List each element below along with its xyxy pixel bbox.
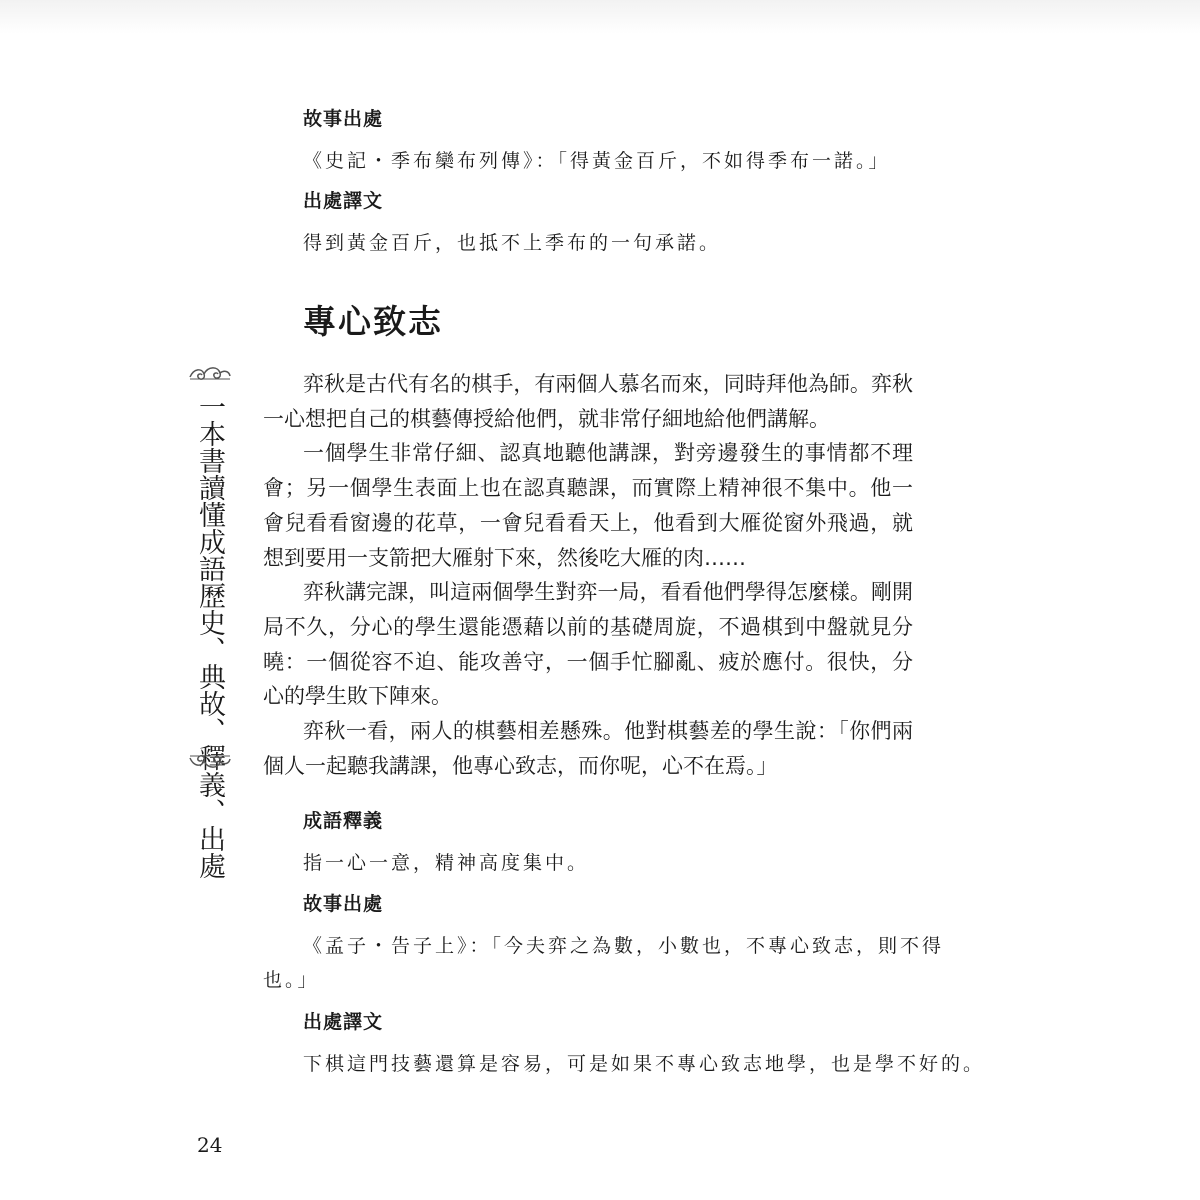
- source-heading: 故事出處: [303, 893, 384, 915]
- translation-text: 下棋這門技藝還算是容易，可是如果不專心致志地學，也是學不好的。: [303, 1053, 986, 1075]
- translation-text-top: 得到黃金百斤，也抵不上季布的一句承諾。: [303, 232, 722, 254]
- source-text-line-2: 也。」: [263, 969, 320, 991]
- idiom-title: 專心致志: [303, 302, 443, 341]
- page-top-shadow: [0, 0, 1200, 34]
- translation-heading-top: 出處譯文: [303, 190, 384, 212]
- cloud-scroll-ornament-icon: [188, 362, 232, 384]
- meaning-text: 指一心一意，精神高度集中。: [303, 852, 590, 874]
- translation-heading: 出處譯文: [303, 1011, 384, 1033]
- story-paragraph: 弈秋一看，兩人的棋藝相差懸殊。他對棋藝差的學生說：「你們兩個人一起聽我講課，他專心致志，而你呢，心不在焉。」: [263, 719, 913, 778]
- cloud-scroll-ornament-icon: [188, 750, 232, 772]
- source-text-top: 《史記・季布欒布列傳》：「得黃金百斤，不如得季布一諾。」: [303, 150, 891, 172]
- source-heading-top: 故事出處: [303, 108, 384, 130]
- story-body: [263, 367, 913, 783]
- source-text-line-1: 《孟子・告子上》：「今夫弈之為數，小數也，不專心致志，則不得: [303, 935, 945, 957]
- story-paragraph: 弈秋講完課，叫這兩個學生對弈一局，看看他們學得怎麼樣。剛開局不久，分心的學生還能憑藉以前的基礎周旋，不過棋到中盤就見分曉：一個從容不迫、能攻善守，一個手忙腳亂、疲於應付。很快，分心的學生敗下陣來。: [263, 580, 913, 709]
- story-paragraph: 弈秋是古代有名的棋手，有兩個人慕名而來，同時拜他為師。弈秋一心想把自己的棋藝傳授給他們，就非常仔細地給他們講解。: [263, 372, 913, 431]
- meaning-heading: 成語釋義: [303, 810, 384, 832]
- page-number: 24: [197, 1133, 223, 1157]
- story-paragraph: 一個學生非常仔細、認真地聽他講課，對旁邊發生的事情都不理會；另一個學生表面上也在認真聽課，而實際上精神很不集中。他一會兒看看窗邊的花草，一會兒看看天上，他看到大雁從窗外飛過，就想到要用一支箭把大雁射下來，然後吃大雁的肉……: [263, 441, 913, 570]
- book-side-title: 一本書讀懂成語歷史、典故、釋義、出處: [194, 393, 225, 879]
